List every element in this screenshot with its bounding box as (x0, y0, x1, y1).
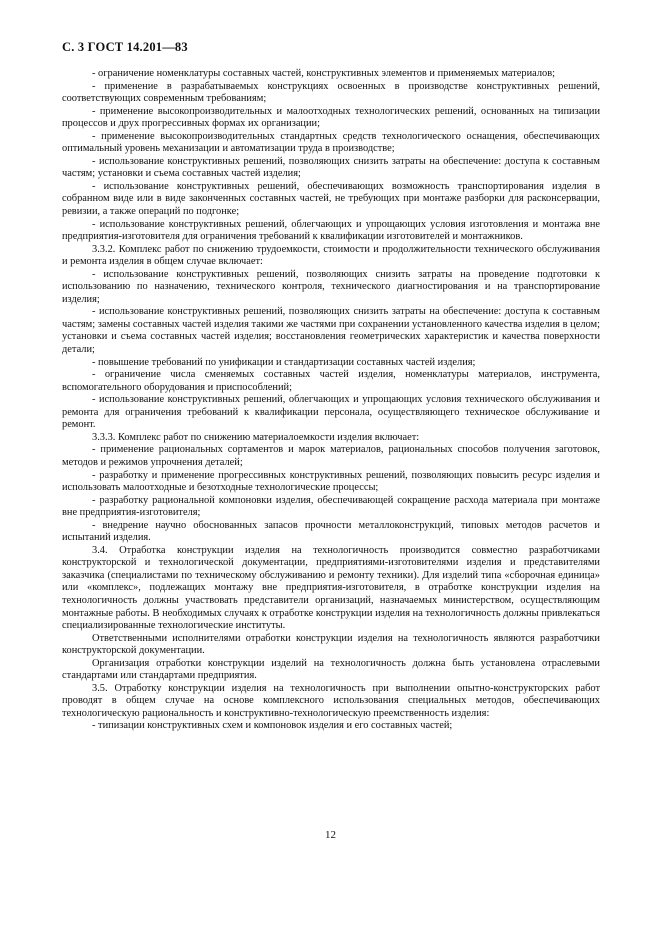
paragraph: - типизации конструктивных схем и компоновок изделия и его составных частей; (92, 720, 453, 732)
paragraph: - применение высокопроизводительных и малоотходных технологических решений, основанных на типизации процессов и друх прогрессивных формах их организации; (62, 105, 600, 130)
document-body (62, 68, 600, 733)
paragraph: - использование конструктивных решений, облегчающих и упрощающих условия изготовления и монтажа вне предприятия-изготовителя для ограничения требований к квалификации изготовителей и монтажников. (62, 218, 600, 243)
paragraph: 3.5. Отработку конструкции изделия на технологичность при выполнении опытно-конструкторских работ проводят в общем случае на основе комплексного использования специальных методов, обеспечивающих технологическую рациональность и конструктивно-технологическую преемственность изделия: (62, 682, 600, 719)
paragraph: Ответственными исполнителями отработки конструкции изделия на технологичность являются разработчики конструкторской документации. (62, 632, 600, 657)
paragraph: - применение в разрабатываемых конструкциях освоенных в производстве конструктивных решений, соответствующих современным требованиям; (62, 80, 600, 105)
paragraph: - ограничение числа сменяемых составных частей изделия, номенклатуры материалов, инструмента, вспомогательного оборудования и приспособлений; (62, 369, 600, 393)
paragraph: 3.3.3. Комплекс работ по снижению материалоемкости изделия включает: (92, 431, 420, 443)
paragraph: 3.3.2. Комплекс работ по снижению трудоемкости, стоимости и продолжительности технического обслуживания и ремонта изделия в общем случае включает: (62, 243, 600, 268)
paragraph: - разработку и применение прогрессивных конструктивных решений, позволяющих повысить ресурс изделия и использовать малоотходные и безотходные технологические процессы; (62, 469, 600, 494)
paragraph: Организация отработки конструкции изделий на технологичность должна быть установлена отраслевыми стандартами или стандартами предприятия. (62, 657, 600, 682)
paragraph: - применение рациональных сортаментов и марок материалов, рациональных способов получения заготовок, методов и режимов упрочнения деталей; (62, 444, 600, 468)
page-number: 12 (325, 829, 336, 841)
paragraph: - использование конструктивных решений, облегчающих и упрощающих условия технического обслуживания и ремонта для ограничения требований к квалификации персонала, осуществляющего техническое обслуживание и ремонт. (62, 394, 600, 431)
paragraph: - использование конструктивных решений, позволяющих снизить затраты на обеспечение: доступа к составным частям; установки и съема составных частей изделия; (62, 155, 600, 180)
paragraph: - внедрение научно обоснованных запасов прочности металлоконструкций, типовых методов расчетов и испытаний изделия. (62, 519, 600, 544)
paragraph: - использование конструктивных решений, позволяющих снизить затраты на обеспечение: доступа к составным частям; замены составных частей изделия такими же частями при сохранении установленного качества изделия в целом; установки и съема составных частей изделия; восстановления геометрических характеристик и качества поверхности детали; (62, 306, 600, 356)
page-header: С. 3 ГОСТ 14.201—83 (62, 40, 188, 54)
paragraph: - ограничение номенклатуры составных частей, конструктивных элементов и применяемых материалов; (92, 68, 556, 79)
paragraph: - использование конструктивных решений, обеспечивающих возможность транспортирования изделия в собранном виде или в виде законченных составных частей, не требующих при монтаже разборки для расконсервации, ревизии, а также операций по подгонке; (62, 180, 600, 218)
paragraph: - использование конструктивных решений, позволяющих снизить затраты на проведение подготовки к использованию по назначению, технического контроля, технического диагностирования и на транспортирование изделия; (62, 268, 600, 305)
paragraph: - разработку рациональной компоновки изделия, обеспечивающей сокращение расхода материала при монтаже вне предприятия-изготовителя; (62, 494, 600, 519)
paragraph: 3.4. Отработка конструкции изделия на технологичность производится совместно разработчиками конструкторской и технологической документации, предприятиями-изготовителями изделия и представителями заказчика (специалистами по техническому обслуживанию и ремонту техники). Для изделий типа «сборочная единица» или «комплекс», подлежащих монтажу вне предприятия-изготовителя, в отработке конструкции изделия на технологичность должны участвовать представители организаций, назначаемых министерством, осуществляющим монтажные работы. В необходимых случаях к отработке конструкции изделия на технологичность должны привлекаться специализированные технологические институты. (62, 544, 600, 632)
paragraph: - применение высокопроизводительных стандартных средств технологического оснащения, обеспечивающих оптимальный уровень механизации и автоматизации труда в производстве; (62, 130, 600, 155)
paragraph: - повышение требований по унификации и стандартизации составных частей изделия; (92, 356, 476, 368)
